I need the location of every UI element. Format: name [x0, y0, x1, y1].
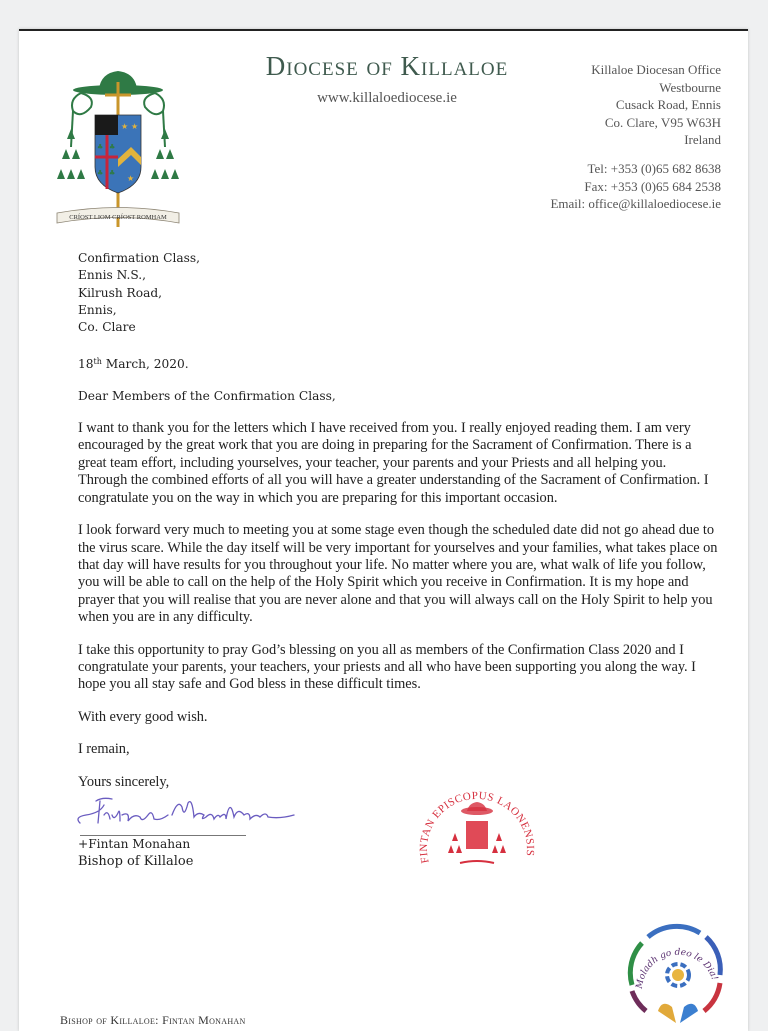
signatory-title: Bishop of Killaloe — [78, 854, 194, 870]
svg-text:★: ★ — [131, 122, 139, 131]
letter-body — [78, 250, 718, 871]
fax: Fax: +353 (0)65 684 2538 — [584, 178, 721, 194]
office-address — [591, 61, 721, 149]
recipient-line: Confirmation Class, — [78, 251, 201, 265]
letter-date — [78, 353, 718, 373]
closing-wish: With every good wish. — [78, 708, 208, 725]
signature-line — [80, 835, 246, 836]
emblem-text: Moladh go deo le Dia! — [634, 947, 720, 990]
address-line: Ireland — [684, 132, 721, 147]
moladh-go-deo-emblem — [620, 919, 730, 1029]
recipient-line: Ennis N.S., — [78, 268, 147, 283]
letter-page — [19, 29, 748, 1031]
diocese-title: Diocese of Killaloe — [265, 51, 509, 81]
closing-remain: I remain, — [78, 741, 130, 758]
svg-text:★: ★ — [127, 174, 135, 183]
date-suffix: th — [93, 357, 102, 367]
address-line: Cusack Road, Ennis — [615, 97, 721, 112]
recipient-address — [78, 250, 718, 336]
address-line: Westbourne — [659, 79, 721, 95]
recipient-line: Co. Clare — [78, 320, 136, 335]
paragraph: I want to thank you for the letters which I have received from you. I really enjoyed reading them. I am very encouraged by the great work that you are doing in preparing for the Sacrament of Confirmation. There is a great team effort, including yourselves, your teacher, your parents and your Priests and all helping you. Through the combined efforts of all you will have a greater understanding of the Sacrament of Confirmation. I congratulate you on the way in which you are preparing for this important occasion. — [78, 420, 709, 506]
recipient-line: Ennis, — [78, 302, 117, 317]
office-contact — [550, 160, 721, 213]
telephone: Tel: +353 (0)65 682 8638 — [587, 161, 721, 176]
svg-text:♣: ♣ — [109, 169, 116, 177]
salutation: Dear Members of the Confirmation Class, — [78, 388, 336, 403]
svg-text:★: ★ — [121, 122, 129, 131]
paragraph: I look forward very much to meeting you at some stage even though the scheduled date did not go ahead due to the virus scare. While the day itself will be very important for yourselves and your families, what takes place on that day will have results for you throughout your life. No matter where you are, what walk of life you follow, you will be able to call on the help of the Holy Spirit which you receive in Confirmation. It is my hope and prayer that you will realise that you are never alone and that you will always call on the Holy Spirit to help you when you are in any difficulty. — [78, 522, 718, 626]
date-rest: March, 2020. — [101, 357, 189, 372]
episcopal-stamp — [412, 771, 542, 886]
address-line: Killaloe Diocesan Office — [591, 62, 721, 77]
coat-of-arms-crest — [51, 67, 185, 237]
date-day: 18 — [78, 357, 94, 372]
stamp-text: FINTAN EPISCOPUS LAONENSIS — [417, 789, 537, 865]
handwritten-signature — [70, 793, 320, 833]
email-link[interactable]: Email: office@killaloediocese.ie — [550, 196, 721, 211]
svg-text:♣: ♣ — [97, 169, 104, 177]
signatory-name: +Fintan Monahan — [78, 836, 191, 851]
svg-text:♣: ♣ — [97, 143, 104, 151]
address-line: Co. Clare, V95 W63H — [604, 114, 721, 130]
paragraph: I take this opportunity to pray God’s blessing on you all as members of the Confirmation Class 2020 and I congratulate your parents, your teachers, your priests and all who have been supporting you along the way. I hope you all stay safe and God bless in these difficult times. — [78, 641, 696, 693]
svg-text:♣: ♣ — [109, 143, 116, 151]
diocese-website-link[interactable]: www.killaloediocese.ie — [317, 90, 457, 106]
signature-area — [78, 795, 718, 835]
recipient-line: Kilrush Road, — [78, 285, 163, 300]
closing-sincerely: Yours sincerely, — [78, 773, 170, 790]
crest-motto: CRÍOST LIOM CRÍOST ROMHAM — [69, 214, 167, 221]
page-footer: Bishop of Killaloe: Fintan Monahan — [60, 1013, 246, 1027]
